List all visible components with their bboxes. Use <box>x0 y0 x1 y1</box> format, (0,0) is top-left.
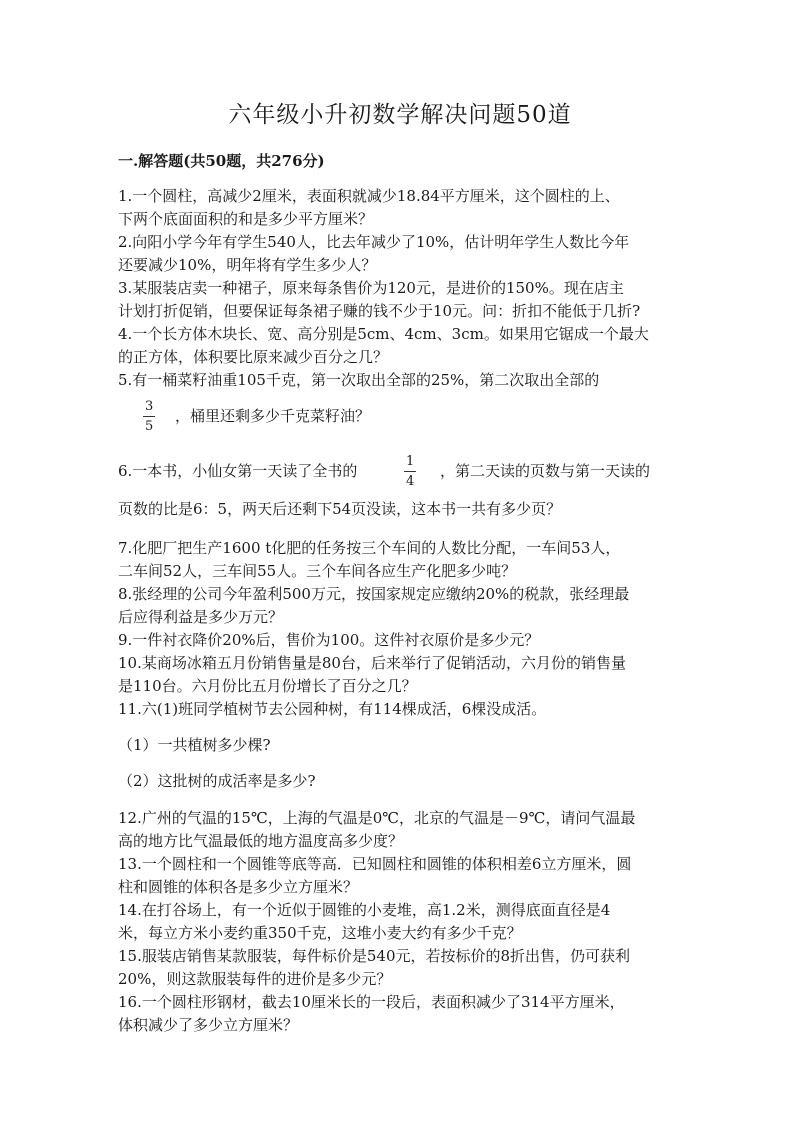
fraction-denominator: 5 <box>145 419 154 434</box>
question-line: 后应得利益是多少万元？ <box>118 608 284 626</box>
question-line: 下两个底面面积的和是多少平方厘米？ <box>118 210 374 228</box>
question-line: 11.六(1)班同学植树节去公园种树，有114棵成活，6棵没成活。 <box>118 700 547 718</box>
question-line: 柱和圆锥的体积各是多少立方厘米？ <box>118 878 359 896</box>
sub-question-line: （1）一共植树多少棵? <box>118 736 271 754</box>
question-line: 5.有一桶菜籽油重105千克，第一次取出全部的25%，第二次取出全部的 <box>118 371 600 389</box>
question-line: 的正方体，体积要比原来减少百分之几？ <box>118 348 389 366</box>
question-line: 体积减少了多少立方厘米？ <box>118 1016 299 1034</box>
question-line: ，桶里还剩多少千克菜籽油？ <box>175 407 371 425</box>
question-line: 9.一件衬衣降价20%后，售价为100。这件衬衣原价是多少元？ <box>118 631 540 649</box>
question-line: 10.某商场冰箱五月份销售量是80台，后来举行了促销活动，六月份的销售量 <box>118 654 626 672</box>
question-line: 6.一本书，小仙女第一天读了全书的 <box>118 462 358 480</box>
question-line: 米，每立方米小麦约重350千克，这堆小麦大约有多少千克？ <box>118 924 522 942</box>
question-line: 二车间52人，三车间55人。三个车间各应生产化肥多少吨？ <box>118 562 517 580</box>
question-line: 计划打折促销，但要保证每条裙子赚的钱不少于10元。问：折扣不能低于几折? <box>118 302 641 320</box>
question-line: 是110台。六月份比五月份增长了百分之几？ <box>118 677 417 695</box>
fraction-denominator: 4 <box>406 474 415 489</box>
question-line: 8.张经理的公司今年盈利500万元，按国家规定应缴纳20%的税款，张经理最 <box>118 585 630 603</box>
question-line: 还要减少10%，明年将有学生多少人？ <box>118 256 377 274</box>
fraction-numerator: 3 <box>143 400 155 417</box>
question-line: 页数的比是6：5，两天后还剩下54页没读，这本书一共有多少页？ <box>118 500 562 518</box>
question-line: 2.向阳小学今年有学生540人，比去年减少了10%，估计明年学生人数比今年 <box>118 233 630 251</box>
question-line: 高的地方比气温最低的地方温度高多少度？ <box>118 832 404 850</box>
question-line: 4.一个长方体木块长、宽、高分别是5cm、4cm、3cm。如果用它锯成一个最大 <box>118 325 649 343</box>
question-line: 16.一个圆柱形钢材，截去10厘米长的一段后，表面积减少了314平方厘米， <box>118 993 625 1011</box>
question-line: 3.某服装店卖一种裙子，原来每条售价为120元，是进价的150%。现在店主 <box>118 279 624 297</box>
fraction-numerator: 1 <box>404 455 416 472</box>
page-title: 六年级小升初数学解决问题50道 <box>228 102 572 128</box>
question-line: 12.广州的气温的15℃，上海的气温是0℃，北京的气温是－9℃，请问气温最 <box>118 809 636 827</box>
fraction-one-quarter <box>404 455 416 488</box>
question-line: 13.一个圆柱和一个圆锥等底等高．已知圆柱和圆锥的体积相差6立方厘米，圆 <box>118 855 632 873</box>
fraction-three-fifths <box>143 400 155 433</box>
question-line: 20%，则这款服装每件的进价是多少元？ <box>118 970 392 988</box>
question-line: 7.化肥厂把生产1600 t化肥的任务按三个车间的人数比分配，一车间53人， <box>118 539 621 557</box>
question-line: ，第二天读的页数与第一天读的 <box>440 462 651 480</box>
question-line: 15.服装店销售某款服装，每件标价是540元，若按标价的8折出售，仍可获利 <box>118 947 631 965</box>
question-line: 14.在打谷场上，有一个近似于圆锥的小麦堆，高1.2米，测得底面直径是4 <box>118 901 611 919</box>
section-heading: 一.解答题(共50题，共276分) <box>118 152 325 170</box>
sub-question-line: （2）这批树的成活率是多少? <box>118 772 316 790</box>
question-line: 1.一个圆柱，高减少2厘米，表面积就减少18.84平方厘米，这个圆柱的上、 <box>118 187 620 205</box>
